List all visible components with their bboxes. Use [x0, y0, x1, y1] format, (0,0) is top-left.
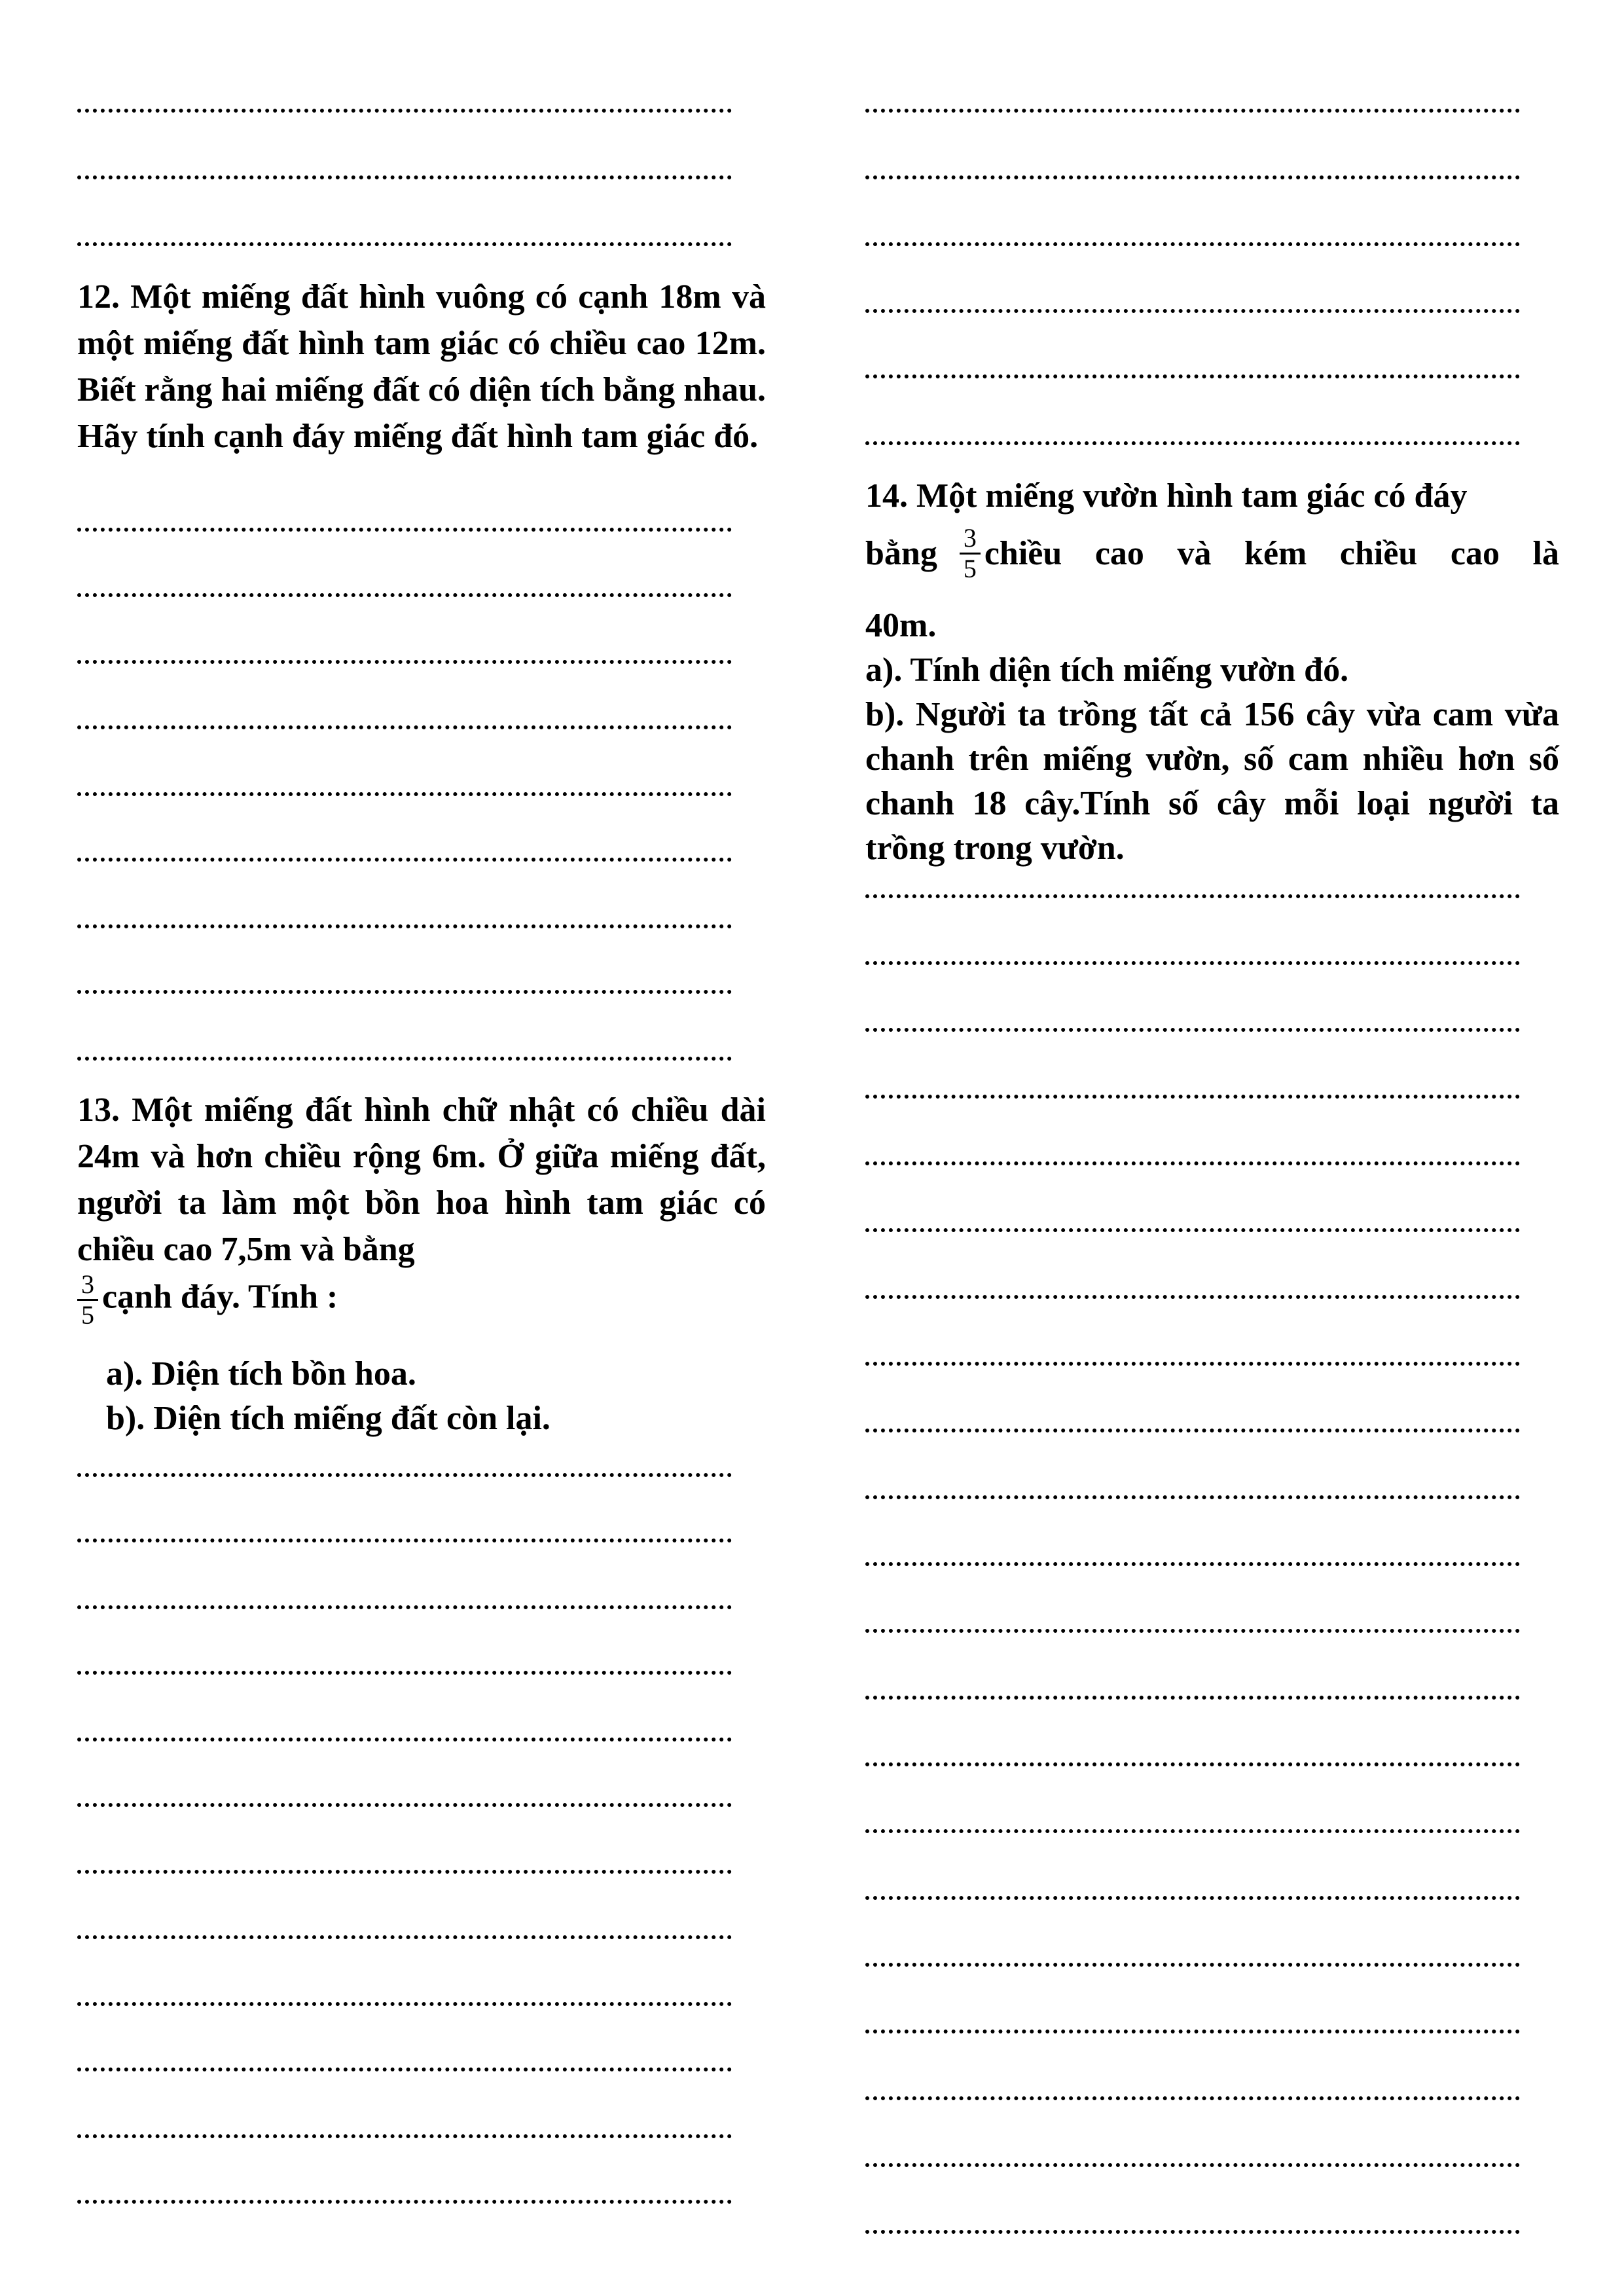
answer-line: [865, 1410, 1520, 1436]
question-12-text: 12. Một miếng đất hình vuông có cạnh 18m và một miếng đất hình tam giác có chiều cao 12m. Biết rằng hai miếng đất có diện tích bằng nhau. Hãy tính cạnh đáy miếng đất hình tam giác đó.: [77, 278, 766, 455]
answer-line: [77, 1455, 732, 1481]
answer-line: [865, 1477, 1520, 1503]
answer-line: [865, 2078, 1520, 2104]
question-14-rest-text: chiều cao và kém chiều cao là: [984, 535, 1559, 572]
answer-line: [77, 1038, 732, 1065]
answer-line: [865, 1811, 1520, 1837]
answer-line: [865, 1210, 1520, 1236]
answer-line: [865, 1544, 1520, 1570]
answer-line: [77, 1719, 732, 1745]
answer-line: [865, 423, 1520, 449]
answer-line: [77, 1520, 732, 1546]
question-12: [77, 274, 766, 460]
answer-line: [77, 1984, 732, 2010]
answer-line: [77, 1917, 732, 1943]
answer-line: [77, 774, 732, 800]
question-14-word: bằng: [865, 535, 937, 572]
question-14-fraction-line: [865, 524, 1559, 583]
answer-line: [77, 1785, 732, 1811]
answer-line: [77, 224, 732, 250]
question-14-part-b-text: b). Người ta trồng tất cả 156 cây vừa cam vừa chanh trên miếng vườn, số cam nhiều hơn số chanh 18 cây.Tính số cây mỗi loại người ta trồng trong vườn.: [865, 696, 1559, 867]
question-13-part-b: b). Diện tích miếng đất còn lại.: [106, 1400, 550, 1437]
answer-line: [865, 1277, 1520, 1303]
answer-line: [865, 2212, 1520, 2238]
question-14-part-b: [865, 693, 1559, 871]
answer-line: [865, 1677, 1520, 1704]
answer-line: [865, 157, 1520, 183]
answer-line: [865, 1010, 1520, 1036]
answer-line: [865, 1611, 1520, 1637]
question-13-tail: cạnh đáy. Tính :: [102, 1278, 338, 1316]
fraction-numerator: 3: [960, 524, 981, 555]
answer-line: [77, 707, 732, 733]
answer-line: [77, 972, 732, 998]
answer-line: [77, 906, 732, 932]
answer-line: [77, 1851, 732, 1878]
answer-line: [77, 642, 732, 668]
fraction-three-fifths: [77, 1270, 98, 1330]
question-14-part-a: a). Tính diện tích miếng vườn đó.: [865, 651, 1349, 689]
answer-line: [865, 1944, 1520, 1971]
question-13: [77, 1087, 766, 1273]
answer-line: [865, 2011, 1520, 2037]
answer-line: [865, 2145, 1520, 2171]
fraction-denominator: 5: [81, 1300, 94, 1330]
answer-line: [77, 839, 732, 866]
answer-line: [77, 2181, 732, 2208]
question-14-rest: [960, 524, 1559, 583]
answer-line: [865, 1343, 1520, 1370]
fraction-denominator: 5: [963, 554, 977, 583]
answer-line: [865, 1744, 1520, 1770]
answer-line: [865, 1143, 1520, 1169]
answer-line: [77, 90, 732, 117]
fraction-three-fifths: [960, 524, 981, 583]
answer-line: [865, 90, 1520, 117]
answer-line: [77, 1587, 732, 1613]
question-13-text: 13. Một miếng đất hình chữ nhật có chiều dài 24m và hơn chiều rộng 6m. Ở giữa miếng đất, người ta làm một bồn hoa hình tam giác có chiều cao 7,5m và bằng: [77, 1091, 766, 1268]
answer-line: [865, 943, 1520, 969]
answer-line: [865, 356, 1520, 382]
answer-line: [865, 1076, 1520, 1102]
question-14-40m: 40m.: [865, 607, 937, 644]
answer-line: [77, 1652, 732, 1679]
answer-line: [77, 509, 732, 536]
answer-line: [865, 1878, 1520, 1904]
fraction-numerator: 3: [77, 1270, 98, 1301]
question-13-fraction-line: [77, 1270, 338, 1330]
question-13-part-a: a). Diện tích bồn hoa.: [106, 1355, 416, 1393]
answer-line: [77, 2116, 732, 2142]
answer-line: [865, 876, 1520, 902]
answer-line: [77, 575, 732, 601]
answer-line: [865, 291, 1520, 317]
answer-line: [865, 224, 1520, 250]
question-14-first-line: 14. Một miếng vườn hình tam giác có đáy: [865, 477, 1468, 515]
answer-line: [77, 157, 732, 183]
answer-line: [77, 2049, 732, 2075]
